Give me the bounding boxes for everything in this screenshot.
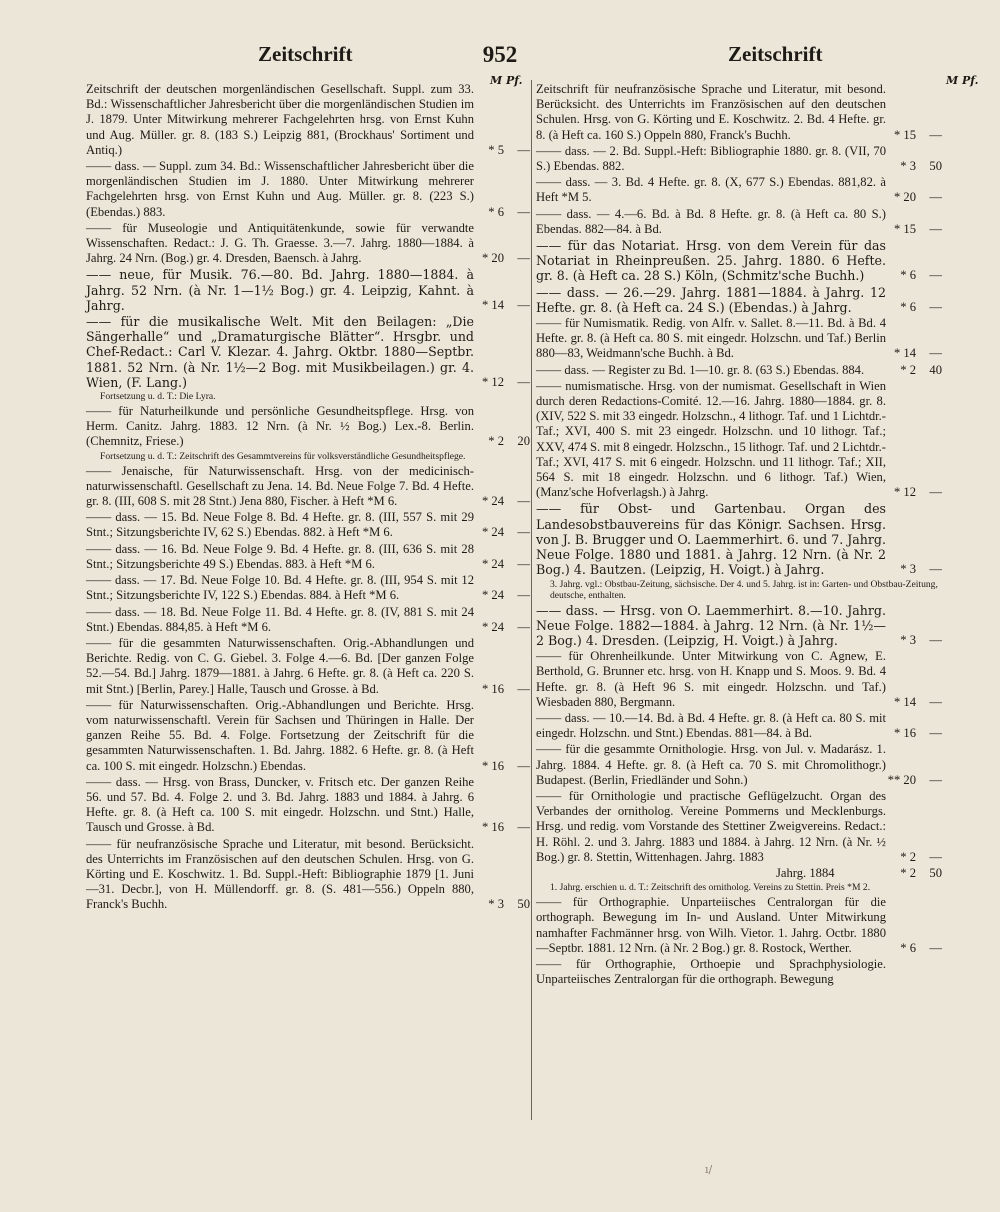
right-column xyxy=(536,82,942,988)
price-mark: * 16 xyxy=(893,726,916,741)
price-pfennig: — xyxy=(929,694,942,709)
running-head-right: Zeitschrift xyxy=(728,42,823,66)
entry-price xyxy=(482,434,530,449)
price-mark: * 2 xyxy=(900,362,916,377)
price-pfennig: — xyxy=(929,268,942,283)
entry-price xyxy=(894,363,942,378)
catalog-entry xyxy=(536,649,942,710)
price-pfennig: — xyxy=(517,251,530,266)
catalog-entry xyxy=(86,605,530,635)
price-mark: ** 20 xyxy=(887,772,916,787)
entry-text: —— Jenaische, für Naturwissenschaft. Hrsg. von der medicinisch-naturwissenschaftl. Gesellschaft zu Jena. 14. Bd. Neue Folge 7. Bd. 4 Hefte. gr. 8. (III, 608 S. mit 28 Stnt.) Jena 880, Fischer. à Heft *M 6. xyxy=(86,463,474,509)
entry-text: —— dass. — Hrsg. von O. Laemmerhirt. 8.—10. Jahrg. Neue Folge. 1882—1884. à Jahrg. 12 Nrn. (à Nr. 1½—2 Bog.) 4. Dresden. (Leipzig, H. Voigt.) à Jahrg. xyxy=(536,602,886,648)
catalog-entry xyxy=(86,698,530,774)
entry-price xyxy=(894,190,942,205)
catalog-entry xyxy=(536,789,942,865)
entry-price xyxy=(894,866,942,881)
entry-price xyxy=(894,562,942,577)
price-mark: * 12 xyxy=(481,374,504,389)
price-pfennig: — xyxy=(929,127,942,142)
price-mark: * 24 xyxy=(481,619,504,634)
entry-price xyxy=(894,222,942,237)
price-pfennig: — xyxy=(517,820,530,835)
catalog-entry xyxy=(536,144,942,174)
entry-note: Fortsetzung u. d. T.: Zeitschrift des Gesammtvereins für volksverständliche Gesundheitspflege. xyxy=(100,450,466,462)
entry-text: —— dass. — 3. Bd. 4 Hefte. gr. 8. (X, 677 S.) Ebendas. 881,82. à Heft *M 5. xyxy=(536,175,886,205)
entry-text: —— dass. — 10.—14. Bd. à Bd. 4 Hefte. gr. 8. (à Heft ca. 80 S. mit eingedr. Holzschn. und Stnt.) Ebendas. 881—84. à Bd. xyxy=(536,710,886,741)
price-mark: * 15 xyxy=(893,221,916,236)
entry-price xyxy=(894,128,942,143)
price-pfennig: — xyxy=(517,556,530,571)
price-pfennig: — xyxy=(517,588,530,603)
entry-price xyxy=(482,298,530,313)
catalog-entry xyxy=(536,711,942,741)
entry-text: —— für Obst- und Gartenbau. Organ des Landesobstbauvereins für das Königr. Sachsen. Hrsg. von J. B. Brugger und O. Laemmerhirt. 6. und 7. Jahrg. Neue Folge. 1880 und 1881. à Jahrg. 12 Nrn. (à Nr. 2 Bog.) 4. Bautzen. (Leipzig, H. Voigt.) à Jahrg. xyxy=(536,501,886,578)
entry-text: —— für Museologie und Antiquitätenkunde, sowie für verwandte Wissenschaften. Redact.: J. G. Th. Graesse. 3.—7. Jahrg. 1880—1884. à Jahrg. 24 Nrn. (Bog.) gr. 4. Dresden, Baensch. à Jahrg. xyxy=(86,220,474,266)
catalog-entry xyxy=(86,82,530,158)
price-pfennig: 40 xyxy=(929,362,942,377)
catalog-entry xyxy=(86,221,530,267)
entry-note: 3. Jahrg. vgl.: Obstbau-Zeitung, sächsische. Der 4. und 5. Jahrg. ist in: Garten- und Obstbau-Zeitung, deutsche, enthalten. xyxy=(550,578,938,601)
entry-price xyxy=(482,143,530,158)
price-mark: * 24 xyxy=(481,494,504,509)
entry-price xyxy=(482,897,530,912)
price-mark: * 16 xyxy=(481,681,504,696)
price-pfennig: — xyxy=(517,374,530,389)
entry-text: —— für die gesammten Naturwissenschaften. Orig.-Abhandlungen und Berichte. Redig. von C. G. Giebel. 3. Folge 4.—6. Bd. [Der ganzen Folge 52.—54. Bd.] Jahrg. 1879—1881. à Jahrg. 6 Hefte. gr. 8. (à Heft ca. 220 S. mit Stnt.) [Berlin, Parey.] Halle, Tausch und Grosse. à Bd. xyxy=(86,635,474,696)
price-pfennig: — xyxy=(929,562,942,577)
entry-text: —— für Naturwissenschaften. Orig.-Abhandlungen und Berichte. Hrsg. vom naturwissenschaftl. Verein für Sachsen und Thüringen in Halle. Der ganzen Reihe 55. Bd. 4. Folge. Fortsetzung der Zeitschrift für die gesammten Naturwissenschaften. 1. Bd. Jahrg. 1882. 6 Hefte. gr. 8. (à Heft ca. 100 S. mit eingedr. Holzschn.) Ebendas. xyxy=(86,697,474,773)
left-column xyxy=(86,82,530,914)
price-pfennig: — xyxy=(929,485,942,500)
entry-text: —— dass. — Register zu Bd. 1—10. gr. 8. (63 S.) Ebendas. 884. xyxy=(536,362,865,377)
entry-price xyxy=(894,485,942,500)
scan-mark: ı/ xyxy=(705,1163,713,1176)
catalog-entry xyxy=(86,464,530,510)
entry-text: —— dass. — 18. Bd. Neue Folge 11. Bd. 4 Hefte. gr. 8. (IV, 881 S. mit 24 Stnt.) Ebendas. 884,85. à Heft *M 6. xyxy=(86,604,474,634)
entry-text: —— für Orthographie, Orthoepie und Sprachphysiologie. Unparteiisches Zentralorgan für die orthograph. Bewegung xyxy=(536,956,886,987)
entry-price xyxy=(482,588,530,603)
entry-text: —— für Ohrenheilkunde. Unter Mitwirkung von C. Agnew, E. Berthold, G. Brunner etc. hrsg. von H. Knapp und S. Moos. 9. Bd. 4 Hefte. gr. 8. (à Heft 96 S. mit eingedr. Holzschn. und Taf.) Wiesbaden 880, Bergmann. xyxy=(536,649,886,709)
entry-text: —— numismatische. Hrsg. von der numismat. Gesellschaft in Wien durch deren Redactions-Comité. 12.—16. Jahrg. 1880—1884. gr. 8. (XIV, 522 S. mit 33 eingedr. Holzschn., 4 lithogr. Taf. und 1 Lichtdr.-Taf.; XVI, 400 S. mit 23 eingedr. Holzschn. und 10 lithogr. Taf.; XXV, 474 S. mit 8 eingedr. Holzschn., 15 lithogr. Taf. und 2 Lichtdr.-Taf.; XVI, 417 S. mit 6 eingedr. Holzschn. und 11 lithogr. Taf.; XII, 564 S. mit 18 eingedr. Holzschn. und 6 lithogr. Taf.) Wien, (Manz'sche Hofverlagsh.) à Jahrg. xyxy=(536,378,886,500)
entry-price xyxy=(894,300,942,315)
price-pfennig: — xyxy=(517,525,530,540)
catalog-entry xyxy=(536,238,942,284)
price-mark: * 2 xyxy=(900,849,916,864)
catalog-entry xyxy=(86,636,530,697)
catalog-entry xyxy=(86,573,530,603)
entry-text: —— dass. — 2. Bd. Suppl.-Heft: Bibliographie 1880. gr. 8. (VII, 70 S.) Ebendas. 882. xyxy=(536,143,886,174)
catalog-entry xyxy=(536,316,942,362)
price-pfennig: 20 xyxy=(517,434,530,449)
catalog-entry xyxy=(86,510,530,540)
entry-text: —— für neufranzösische Sprache und Literatur, mit besond. Berücksicht. des Unterrichts im Französischen auf den deutschen Schulen. Hrsg. von G. Körting und E. Koschwitz. 1. Bd. Suppl.-Heft: Bibliographie 1879 [1. Juni—31. Decbr.], von H. Müllendorff. gr. 8. (S. 481—556.) Oppeln 880, Franck's Buchh. xyxy=(86,836,474,912)
entry-text: —— dass. — Suppl. zum 34. Bd.: Wissenschaftlicher Jahresbericht über die morgenländischen Studien im J. 1880. Unter Mitwirkung mehrerer Fachgelehrten hrsg. von Ernst Kuhn und Aug. Müller. gr. 8. (223 S.) (Ebendas.) 883. xyxy=(86,159,474,219)
entry-price xyxy=(482,375,530,390)
entry-text: Zeitschrift für neufranzösische Sprache und Literatur, mit besond. Berücksicht. des Unterrichts im Französischen auf den deutschen Schulen. Hrsg. von G. Körting und E. Koschwitz. 2. Bd. 4 Hefte. gr. 8. (à Heft ca. 160 S.) Oppeln 880, Franck's Buchh. xyxy=(536,82,886,142)
price-pfennig: 50 xyxy=(517,897,530,912)
entry-price xyxy=(482,557,530,572)
catalog-entry xyxy=(86,837,530,913)
entry-price xyxy=(894,941,942,956)
catalog-entry xyxy=(86,267,530,313)
entry-text: Zeitschrift der deutschen morgenländischen Gesellschaft. Suppl. zum 33. Bd.: Wissenschaftlicher Jahresbericht über die morgenländischen Studien im J. 1879. Unter Mitwirkung mehrerer Fachgelehrten hrsg. von Ernst Kuhn und Aug. Müller. gr. 8. (183 S.) Leipzig 881, (Brockhaus' Sortiment und Antiq.) xyxy=(86,82,474,157)
price-pfennig: — xyxy=(517,619,530,634)
price-mark: * 24 xyxy=(481,525,504,540)
price-pfennig: — xyxy=(929,221,942,236)
catalog-entry xyxy=(536,363,942,378)
entry-price xyxy=(894,726,942,741)
entry-price xyxy=(894,346,942,361)
entry-text: —— für Ornithologie und practische Geflügelzucht. Organ des Verbandes der ornitholog. Vereine Pommerns und Mecklenburgs. Hrsg. und redig. vom Vorstande des Stettiner Zweigvereins. Redact.: H. Röhl. 2. und 3. Jahrg. 1883 und 1884. à Jahrg. 12 Nrn. (à Nr. ½ Bog.) gr. 8. Stettin, Wittenhagen. Jahrg. 1883 xyxy=(536,788,886,864)
price-mark: * 6 xyxy=(900,940,916,955)
catalog-entry xyxy=(86,404,530,450)
price-mark: * 14 xyxy=(481,297,504,312)
catalog-entry xyxy=(86,159,530,220)
entry-text: —— dass. — 16. Bd. Neue Folge 9. Bd. 4 Hefte. gr. 8. (III, 636 S. mit 28 Stnt.; Sitzungsberichte 49 S.) Ebendas. 883. à Heft *M 6. xyxy=(86,541,474,571)
page-number: 952 xyxy=(482,42,518,67)
entry-price xyxy=(482,251,530,266)
price-pfennig: — xyxy=(929,940,942,955)
entry-text: —— für die musikalische Welt. Mit den Beilagen: „Die Sängerhalle“ und „Dramaturgische Blätter“. Hrsgbr. und Chef-Redact.: Carl V. Klezar. 4. Jahrg. Oktbr. 1880—Septbr. 1881. 52 Nrn. (à Nr. 1½—2 Bog. mit Musikbeilagen.) gr. 4. Wien, (F. Lang.) xyxy=(86,314,474,390)
price-mark: * 14 xyxy=(893,694,916,709)
price-mark: * 6 xyxy=(900,299,916,314)
entry-price xyxy=(482,682,530,697)
entry-text: —— für Numismatik. Redig. von Alfr. v. Sallet. 8.—11. Bd. à Bd. 4 Hefte. gr. 8. (à Heft ca. 80 S. mit eingedr. Holzschn. und Taf.) Berlin 880—83, Weidmann'sche Buchh. à Bd. xyxy=(536,316,886,361)
catalog-entry xyxy=(536,379,942,501)
entry-price xyxy=(482,759,530,774)
running-head-left: Zeitschrift xyxy=(258,42,353,66)
entry-price xyxy=(894,695,942,710)
entry-price xyxy=(482,525,530,540)
price-pfennig: — xyxy=(929,849,942,864)
entry-text: —— dass. — 4.—6. Bd. à Bd. 8 Hefte. gr. 8. (à Heft ca. 80 S.) Ebendas. 882—84. à Bd. xyxy=(536,206,886,236)
price-mark: * 3 xyxy=(488,897,504,912)
price-mark: * 16 xyxy=(481,820,504,835)
price-pfennig: — xyxy=(517,758,530,773)
entry-text: —— neue, für Musik. 76.—80. Bd. Jahrg. 1880—1884. à Jahrg. 52 Nrn. (à Nr. 1—1½ Bog.) gr. 4. Leipzig, Kahnt. à Jahrg. xyxy=(86,267,474,313)
price-pfennig: 50 xyxy=(929,865,942,880)
entry-price xyxy=(894,159,942,174)
price-column-head-left: M Pf. xyxy=(490,74,523,87)
catalog-entry xyxy=(536,175,942,205)
entry-text: —— für das Notariat. Hrsg. von dem Verein für das Notariat in Rheinpreußen. 25. Jahrg. 1880. 6 Hefte. gr. 8. (à Heft ca. 28 S.) Köln, (Schmitz'sche Buchh.) xyxy=(536,238,886,284)
price-mark: * 20 xyxy=(481,251,504,266)
price-mark: * 24 xyxy=(481,556,504,571)
price-mark: * 20 xyxy=(893,190,916,205)
entry-text: —— für Orthographie. Unparteiisches Centralorgan für die orthograph. Bewegung im In- und Ausland. Unter Mitwirkung namhafter Fachmänner hrsg. von Wilh. Vietor. 1. Jahrg. Octbr. 1880—Septbr. 1881. 12 Nrn. (à Nr. 2 Bog.) gr. 8. Rostock, Werther. xyxy=(536,895,886,955)
column-divider xyxy=(531,80,532,1120)
price-pfennig: — xyxy=(929,632,942,647)
entry-price xyxy=(482,494,530,509)
entry-price xyxy=(894,268,942,283)
entry-price xyxy=(482,820,530,835)
price-mark: * 6 xyxy=(900,268,916,283)
price-pfennig: — xyxy=(517,494,530,509)
price-mark: * 3 xyxy=(900,159,916,174)
price-pfennig: — xyxy=(517,681,530,696)
price-mark: * 2 xyxy=(488,434,504,449)
entry-text: —— dass. — 26.—29. Jahrg. 1881—1884. à Jahrg. 12 Hefte. gr. 8. (à Heft ca. 24 S.) (Ebendas.) à Jahrg. xyxy=(536,284,886,315)
entry-text: Jahrg. 1884 xyxy=(776,865,835,880)
catalog-entry xyxy=(536,207,942,237)
price-mark: * 15 xyxy=(893,127,916,142)
price-column-head-right: M Pf. xyxy=(946,74,979,87)
catalog-entry xyxy=(86,775,530,836)
price-pfennig: — xyxy=(517,204,530,219)
price-mark: * 3 xyxy=(900,562,916,577)
price-pfennig: — xyxy=(929,299,942,314)
price-mark: * 3 xyxy=(900,632,916,647)
entry-price xyxy=(888,773,942,788)
entry-note: Fortsetzung u. d. T.: Die Lyra. xyxy=(100,391,216,403)
entry-price xyxy=(482,205,530,220)
entry-text: —— dass. — 15. Bd. Neue Folge 8. Bd. 4 Hefte. gr. 8. (III, 557 S. mit 29 Stnt.; Sitzungsberichte IV, 62 S.) Ebendas. 882. à Heft *M 6. xyxy=(86,510,474,540)
price-mark: * 16 xyxy=(481,758,504,773)
entry-price xyxy=(894,850,942,865)
catalog-entry xyxy=(536,866,942,881)
catalog-entry xyxy=(536,742,942,788)
catalog-entry xyxy=(536,603,942,649)
catalog-entry xyxy=(86,542,530,572)
price-mark: * 12 xyxy=(893,485,916,500)
price-pfennig: 50 xyxy=(929,159,942,174)
price-mark: * 14 xyxy=(893,346,916,361)
entry-price xyxy=(894,633,942,648)
price-pfennig: — xyxy=(929,346,942,361)
price-mark: * 2 xyxy=(900,865,916,880)
catalog-entry xyxy=(536,285,942,315)
entry-note: 1. Jahrg. erschien u. d. T.: Zeitschrift des ornitholog. Vereins zu Stettin. Preis *M 2. xyxy=(550,882,871,894)
price-pfennig: — xyxy=(929,772,942,787)
price-pfennig: — xyxy=(517,297,530,312)
price-mark: * 24 xyxy=(481,588,504,603)
entry-text: —— dass. — 17. Bd. Neue Folge 10. Bd. 4 Hefte. gr. 8. (III, 954 S. mit 12 Stnt.; Sitzungsberichte IV, 122 S.) Ebendas. 884. à Heft *M 6. xyxy=(86,573,474,603)
price-pfennig: — xyxy=(929,190,942,205)
entry-text: —— für die gesammte Ornithologie. Hrsg. von Jul. v. Madarász. 1. Jahrg. 1884. 4 Hefte. gr. 8. (à Heft ca. 70 S. mit Chromolithogr.) Budapest. (Berlin, Friedländer und Sohn.) xyxy=(536,742,886,787)
catalog-entry xyxy=(536,82,942,143)
price-mark: * 6 xyxy=(488,204,504,219)
entry-price xyxy=(482,620,530,635)
catalog-entry xyxy=(536,501,942,577)
price-mark: * 5 xyxy=(488,142,504,157)
catalog-entry xyxy=(86,314,530,390)
catalog-entry xyxy=(536,895,942,956)
price-pfennig: — xyxy=(929,726,942,741)
entry-text: —— für Naturheilkunde und persönliche Gesundheitspflege. Hrsg. von Herm. Canitz. Jahrg. 1883. 12 Nrn. (à Nr. ½ Bog.) Lex.-8. Berlin. (Chemnitz, Friese.) xyxy=(86,404,474,449)
price-pfennig: — xyxy=(517,142,530,157)
catalog-entry xyxy=(536,957,942,987)
entry-text: —— dass. — Hrsg. von Brass, Duncker, v. Fritsch etc. Der ganzen Reihe 56. und 57. Bd. 4. Folge 2. und 3. Bd. Jahrg. 1883 und 1884. à Jahrg. 6 Hefte. gr. 8. (à Heft ca. 100 S. mit eingedr. Holzschn. und Stnt.) Halle, Tausch und Grosse. à Bd. xyxy=(86,774,474,835)
